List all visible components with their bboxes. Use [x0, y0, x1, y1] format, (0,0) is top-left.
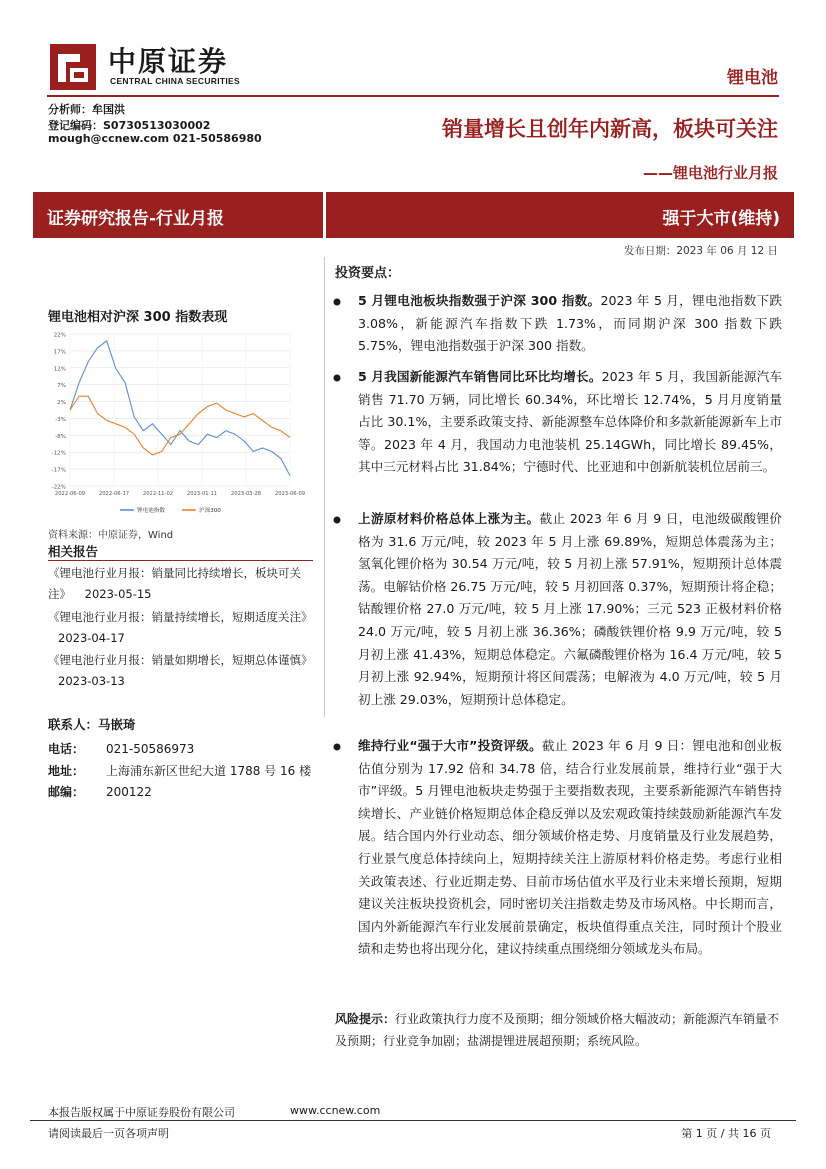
column-divider	[324, 257, 325, 717]
x-tick-label: 2022-06-17	[98, 491, 130, 497]
logo-english-name: CENTRAL CHINA SECURITIES	[110, 76, 240, 86]
footer-divider	[30, 1120, 796, 1121]
key-point-1	[358, 290, 782, 358]
key-point-lead: 5 月我国新能源汽车销售同比环比均增长。	[358, 369, 602, 384]
key-point-3	[358, 508, 782, 711]
y-tick-label: -12%	[51, 450, 66, 457]
bullet-icon	[332, 515, 342, 525]
rating: 强于大市(维持)	[662, 209, 780, 229]
key-points-heading: 投资要点：	[335, 266, 401, 281]
analyst-name: 分析师：牟国洪	[48, 103, 125, 116]
key-point-body: 截止 2023 年 6 月 9 日：锂电池和创业板估值分别为 17.92 倍和 34.78 倍，结合行业发展前景，维持行业“强于大市”评级。5 月锂电池板块走势强于主要指数表现，主要系新能源汽车销售持续增长、产业链价格短期总体企稳反弹以及宏观政策持续鼓励新能源汽车发展。结合国内外行业动态、细分领域价格走势、月度销量及行业发展趋势，行业景气度总体持续向上，短期持续关注上游原材料价格走势。考虑行业相关政策表述、行业近期走势、目前市场估值水平及行业未来增长预期，短期建议关注板块投资机会，同时密切关注指数走势及市场风格。中长期而言，国内外新能源汽车行业发展前景确定，板块值得重点关注，同时预计个股业绩和走势也将出现分化，建议持续重点围绕细分领域龙头布局。	[358, 738, 782, 957]
related-report-date: 2023-03-13	[58, 674, 125, 688]
phone-label: 电话：	[48, 742, 85, 756]
analyst-reg-no: 登记编码：S0730513030002	[48, 119, 211, 132]
x-tick-label: 2022-11-02	[142, 491, 174, 497]
related-report-1[interactable]	[48, 563, 318, 605]
risk-label: 风险提示：	[335, 1012, 396, 1026]
report-headline: 销量增长且创年内新高，板块可关注	[442, 117, 778, 141]
x-tick-label: 2023-06-09	[274, 491, 306, 497]
bullet-icon	[332, 297, 342, 307]
related-report-2[interactable]	[48, 607, 318, 649]
key-point-body: 2023 年 5 月，锂电池指数下跌 3.08%，新能源汽车指数下跌 1.73%，而同期沪深 300 指数下跌 5.75%，锂电池指数强于沪深 300 指数。	[358, 293, 782, 354]
chart-title: 锂电池相对沪深 300 指数表现	[48, 310, 228, 325]
address-label: 地址：	[48, 764, 85, 778]
contact-person: 联系人：马嵌琦	[48, 717, 136, 732]
zip-label: 邮编：	[48, 785, 85, 799]
report-subheadline: ——锂电池行业月报	[642, 164, 778, 182]
performance-chart	[38, 330, 306, 520]
related-report-date: 2023-05-15	[84, 587, 152, 601]
related-report-title: 《锂电池行业月报：销量同比持续增长，板块可关注》	[48, 566, 301, 601]
related-reports-heading: 相关报告	[48, 544, 99, 559]
related-reports-divider	[48, 560, 313, 561]
y-tick-label: -17%	[51, 467, 66, 474]
footer-website[interactable]: www.ccnew.com	[290, 1104, 381, 1117]
bullet-icon	[332, 373, 342, 383]
banner-divider	[323, 192, 326, 238]
analyst-contact: mough@ccnew.com 021-50586980	[48, 132, 262, 145]
sector-label: 锂电池	[727, 68, 778, 88]
key-point-lead: 5 月锂电池板块指数强于沪深 300 指数。	[358, 293, 601, 308]
y-tick-label: -8%	[55, 433, 66, 440]
header-divider	[47, 95, 779, 97]
series-line-hs300	[70, 396, 290, 455]
footer-copyright: 本报告版权属于中原证券股份有限公司	[48, 1106, 235, 1119]
logo-chinese-name: 中原证券	[108, 45, 229, 78]
series-line-lithium	[70, 341, 290, 476]
key-point-4	[358, 735, 782, 961]
bullet-icon	[332, 742, 342, 752]
y-tick-label: 2%	[57, 400, 66, 407]
x-tick-label: 2023-03-28	[230, 491, 262, 497]
key-point-body: 截止 2023 年 6 月 9 日，电池级碳酸锂价格为 31.6 万元/吨，较 2023 年 5 月上涨 69.89%，短期总体震荡为主；氢氧化锂价格为 30.54 万元/吨，较 5 月初上涨 57.91%，短期预计总体震荡。电解钴价格 26.75 万元/吨，较 5 月初回落 0.37%，短期预计将企稳；钴酸锂价格 27.0 万元/吨，较 5 月上涨 17.90%；三元 523 正极材料价格 24.0 万元/吨，较 5 月初上涨 36.36%；磷酸铁锂价格 9.9 万元/吨，较 5 月初上涨 41.43%，短期总体稳定。六氟磷酸锂价格为 16.4 万元/吨，较 5 月初上涨 92.94%，短期预计将区间震荡；电解液为 4.0 万元/吨，较 5 月初上涨 29.03%，短期预计总体稳定。	[358, 511, 782, 707]
x-tick-label: 2023-01-11	[186, 491, 218, 497]
related-report-title: 《锂电池行业月报：销量如期增长，短期总体谨慎》	[48, 653, 313, 667]
chart-source: 资料来源：中原证券，Wind	[48, 530, 174, 541]
key-point-2	[358, 366, 782, 479]
address-value: 上海浦东新区世纪大道 1788 号 16 楼	[106, 764, 312, 778]
y-tick-label: -22%	[51, 484, 66, 491]
zip-value: 200122	[106, 785, 152, 799]
related-report-date: 2023-04-17	[58, 631, 125, 645]
y-tick-label: 22%	[53, 332, 66, 339]
y-tick-label: -3%	[55, 416, 66, 423]
publish-date: 发布日期：2023 年 06 月 12 日	[623, 245, 778, 257]
report-type: 证券研究报告-行业月报	[47, 209, 225, 229]
contact-zip-row	[48, 783, 152, 800]
y-tick-label: 17%	[53, 349, 66, 356]
company-logo	[50, 44, 96, 90]
related-report-title: 《锂电池行业月报：销量持续增长，短期适度关注》	[48, 610, 313, 624]
legend-label: 沪深300	[199, 508, 221, 514]
related-report-3[interactable]	[48, 650, 318, 692]
y-tick-label: 12%	[53, 366, 66, 373]
key-point-lead: 维持行业“强于大市”投资评级。	[358, 738, 542, 753]
risk-warning	[335, 1008, 781, 1052]
page-number: 第 1 页 / 共 16 页	[681, 1127, 771, 1140]
phone-value: 021-50586973	[106, 742, 195, 756]
key-point-lead: 上游原材料价格总体上涨为主。	[358, 511, 540, 526]
risk-text: 行业政策执行力度不及预期；细分领域价格大幅波动；新能源汽车销量不及预期；行业竞争加剧；盐湖提锂进展超预期；系统风险。	[335, 1012, 780, 1048]
contact-phone-row	[48, 740, 194, 757]
x-tick-label: 2022-06-09	[54, 491, 86, 497]
report-banner	[33, 192, 794, 238]
contact-address-row	[48, 762, 311, 779]
y-tick-label: 7%	[57, 383, 66, 390]
legend-label: 锂电池指数	[137, 508, 165, 514]
key-point-body: 2023 年 5 月，我国新能源汽车销售 71.70 万辆，同比增长 60.34%，环比增长 12.74%，5 月月度销量占比 30.1%，主要系政策支持、新能源整车总体降价和多款新能源新车上市等。2023 年 4 月，我国动力电池装机 25.14GWh，同比增长 89.45%，其中三元材料占比 31.84%；宁德时代、比亚迪和中创新航装机位居前三。	[358, 369, 782, 475]
footer-disclaimer: 请阅读最后一页各项声明	[48, 1127, 169, 1140]
